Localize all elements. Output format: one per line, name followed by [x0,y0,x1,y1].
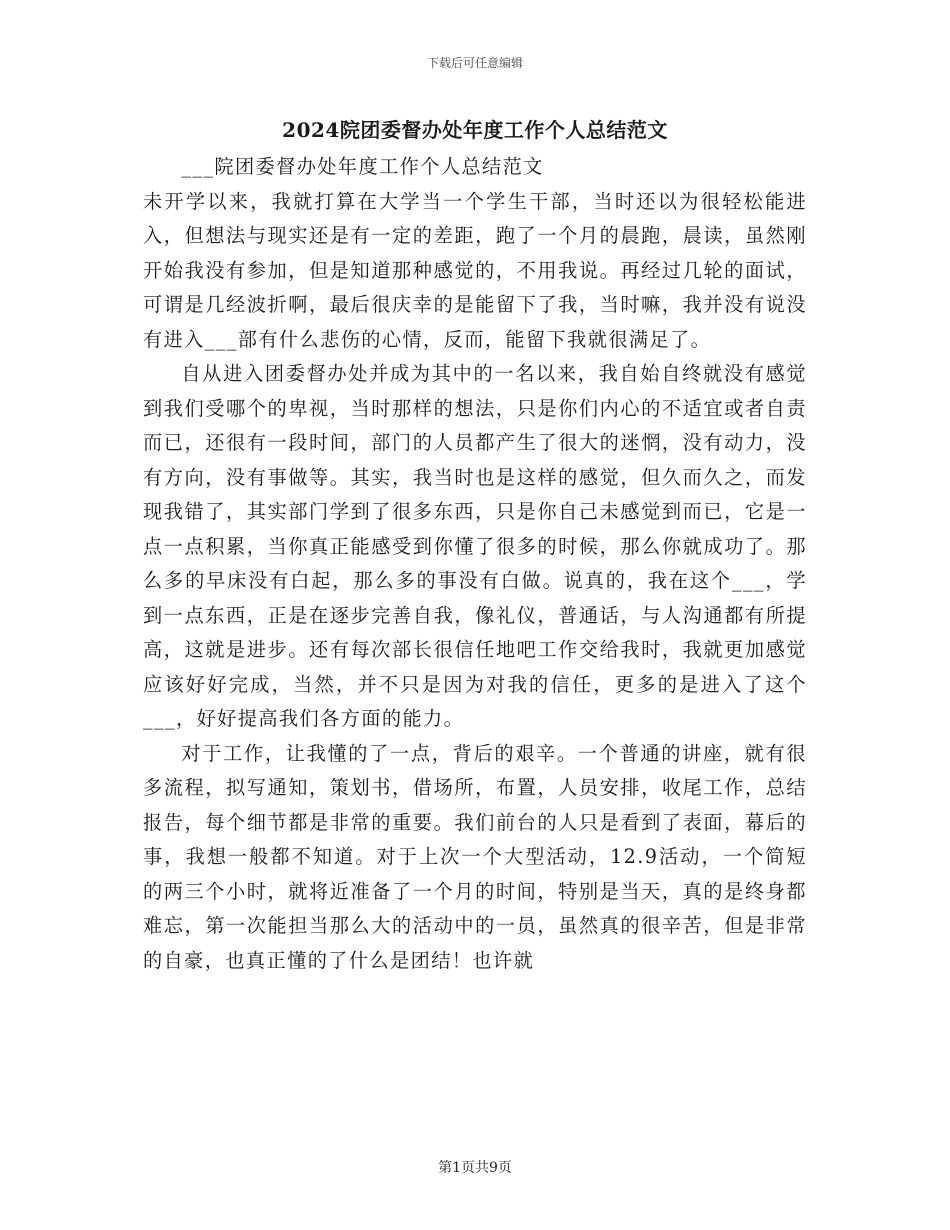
page-header-note: 下载后可任意编辑 [426,56,523,70]
document-subtitle: ___院团委督办处年度工作个人总结范文 [181,155,544,178]
document-title: 2024院团委督办处年度工作个人总结范文 [282,118,668,142]
document-body [143,150,807,978]
paragraph-2: 自从进入团委督办处并成为其中的一名以来，我自始自终就没有感觉到我们受哪个的卑视，当时那样的想法，只是你们内心的不适宜或者自责而已，还很有一段时间，部门的人员都产生了很大的迷惘，没有动力，没有方向，没有事做等。其实，我当时也是这样的感觉，但久而久之，而发现我错了，其实部门学到了很多东西，只是你自己未感觉到而已，它是一点一点积累，当你真正能感受到你懂了很多的时候，那么你就成功了。那么多的早床没有白起，那么多的事没有白做。说真的，我在这个___，学到一点东西，正是在逐步完善自我，像礼仪，普通话，与人沟通都有所提高，这就是进步。还有每次部长很信任地吧工作交给我时，我就更加感觉应该好好完成，当然，并不只是因为对我的信任，更多的是进入了这个___，好好提高我们各方面的能力。 [143,362,807,730]
paragraph-1: 未开学以来，我就打算在大学当一个学生干部，当时还以为很轻松能进入，但想法与现实还是有一定的差距，跑了一个月的晨跑，晨读，虽然刚开始我没有参加，但是知道那种感觉的，不用我说。再经过几轮的面试，可谓是几经波折啊，最后很庆幸的是能留下了我，当时嘛，我并没有说没有进入___部有什么悲伤的心情，反而，能留下我就很满足了。 [143,189,807,351]
paragraph-3: 对于工作，让我懂的了一点，背后的艰辛。一个普通的讲座，就有很多流程，拟写通知，策划书，借场所，布置，人员安排，收尾工作，总结报告，每个细节都是非常的重要。我们前台的人只是看到了表面，幕后的事，我想一般都不知道。对于上次一个大型活动，12.9活动，一个简短的两三个小时，就将近准备了一个月的时间，特别是当天，真的是终身都难忘，第一次能担当那么大的活动中的一员，虽然真的很辛苦，但是非常的自豪，也真正懂的了什么是团结！也许就 [143,741,807,972]
page-footer-page-number: 第1页共9页 [438,1160,512,1176]
